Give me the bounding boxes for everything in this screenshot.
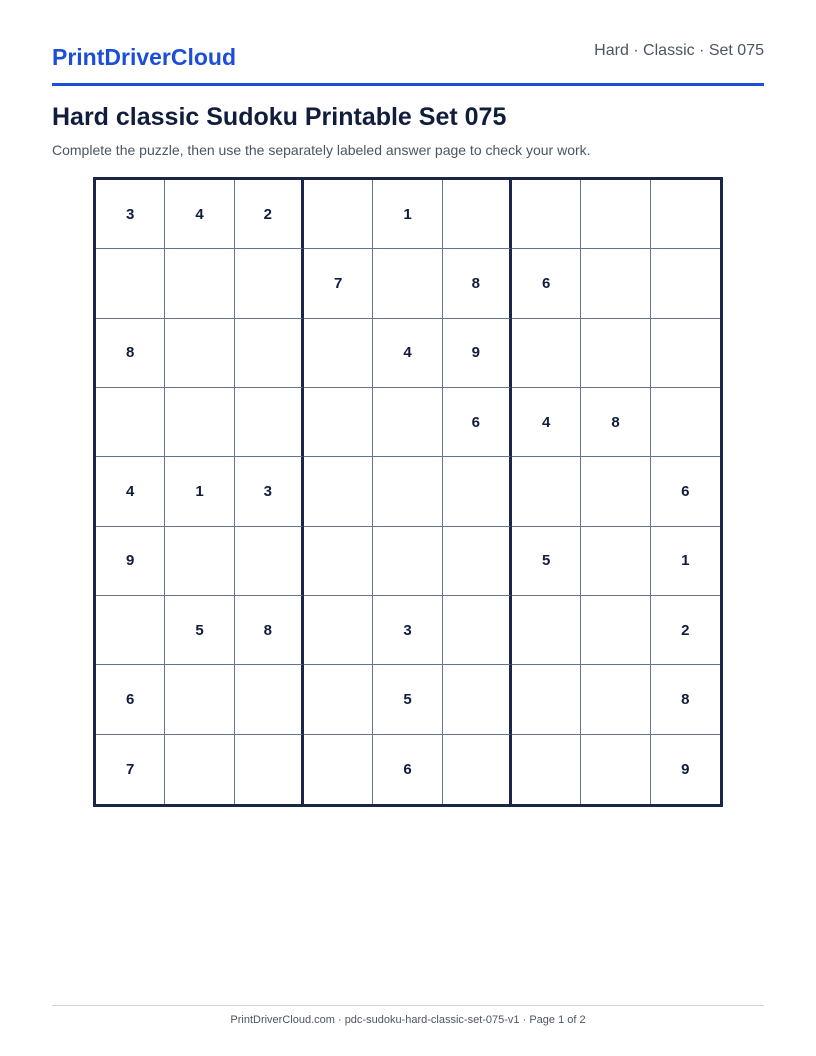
sudoku-cell-r9-c7 [512,735,581,804]
sudoku-cell-r9-c9: 9 [681,760,690,778]
sudoku-cell-r7-c1 [96,596,165,665]
page-subtitle: Complete the puzzle, then use the separately labeled answer page to check your work. [52,142,591,158]
sudoku-cell-r1-c1: 3 [96,180,165,249]
sudoku-cell-r4-c5 [373,388,442,457]
sudoku-cell-r5-c5 [373,457,442,526]
sudoku-cell-r4-c2 [165,388,234,457]
puzzle-meta: Hard · Classic · Set 075 [594,42,764,59]
sudoku-cell-r4-c9 [651,388,720,457]
footer-divider [52,1005,764,1006]
sudoku-cell-r6-c8 [581,527,650,596]
sudoku-cell-r6-c4 [304,527,373,596]
sudoku-cell-r1-c7 [512,180,581,249]
sudoku-cell-r7-c6 [443,596,512,665]
sudoku-cell-r7-c5: 3 [373,596,442,665]
sudoku-cell-r3-c7 [512,319,581,388]
sudoku-cell-r1-c6 [443,180,512,249]
sudoku-cell-r4-c8: 8 [581,388,650,457]
sudoku-cell-r2-c2 [165,249,234,318]
page-footer: PrintDriverCloud.com · pdc-sudoku-hard-classic-set-075-v1 · Page 1 of 2 [230,1014,586,1026]
header-divider [52,83,764,86]
sudoku-cell-r9-c2 [165,735,234,804]
sudoku-cell-r2-c6: 8 [443,249,512,318]
sudoku-cell-r6-c9: 1 [651,527,720,596]
sudoku-cell-r6-c7: 5 [512,527,581,596]
sudoku-cell-r8-c3 [235,665,304,734]
sudoku-cell-r3-c5: 4 [373,319,442,388]
sudoku-cell-r5-c4 [304,457,373,526]
sudoku-cell-r6-c6 [443,527,512,596]
sudoku-cell-r8-c7 [512,665,581,734]
sudoku-cell-r2-c7: 6 [512,249,581,318]
sudoku-cell-r9-c3 [235,735,304,804]
sudoku-cell-r5-c7 [512,457,581,526]
sudoku-cell-r9-c5: 6 [373,735,442,804]
sudoku-cell-r2-c5 [373,249,442,318]
sudoku-cell-r3-c2 [165,319,234,388]
sudoku-cell-r4-c7: 4 [512,388,581,457]
sudoku-cell-r9-c6 [443,735,512,804]
sudoku-cell-r5-c1: 4 [96,457,165,526]
sudoku-cell-r3-c8 [581,319,650,388]
sudoku-cell-r2-c4: 7 [304,249,373,318]
sudoku-cell-r2-c8 [581,249,650,318]
sudoku-cell-r6-c2 [165,527,234,596]
sudoku-cell-r5-c9: 6 [651,457,720,526]
sudoku-cell-r7-c9: 2 [651,596,720,665]
sudoku-cell-r4-c6: 6 [443,388,512,457]
sudoku-cell-r8-c4 [304,665,373,734]
sudoku-cell-r5-c3: 3 [235,457,304,526]
sudoku-cell-r8-c8 [581,665,650,734]
sudoku-cell-r1-c3: 2 [235,180,304,249]
sudoku-cell-r5-c2: 1 [165,457,234,526]
sudoku-cell-r9-c8 [581,735,650,804]
page-title: Hard classic Sudoku Printable Set 075 [52,103,507,131]
sudoku-cell-r3-c4 [304,319,373,388]
sudoku-cell-r8-c5: 5 [373,665,442,734]
sudoku-cell-r8-c9: 8 [651,665,720,734]
sudoku-cell-r2-c3 [235,249,304,318]
brand-logo[interactable]: PrintDriverCloud [52,44,237,70]
sudoku-cell-r3-c6: 9 [443,319,512,388]
sudoku-cell-r7-c2: 5 [165,596,234,665]
sudoku-cell-r2-c1 [96,249,165,318]
sudoku-cell-r9-c1: 7 [96,735,165,804]
sudoku-cell-r4-c4 [304,388,373,457]
sudoku-cell-r8-c6 [443,665,512,734]
sudoku-cell-r1-c8 [581,180,650,249]
sudoku-cell-r8-c2 [165,665,234,734]
sudoku-cell-r1-c2: 4 [165,180,234,249]
sudoku-cell-r5-c6 [443,457,512,526]
sudoku-cell-r7-c3: 8 [235,596,304,665]
sudoku-cell-r8-c1: 6 [96,665,165,734]
sudoku-cell-r7-c8 [581,596,650,665]
sudoku-cell-r7-c4 [304,596,373,665]
sudoku-cell-r1-c9 [651,180,720,249]
sudoku-cell-r4-c3 [235,388,304,457]
sudoku-cell-r9-c4 [304,735,373,804]
sudoku-cell-r1-c4 [304,180,373,249]
sudoku-cell-r6-c3 [235,527,304,596]
sudoku-cell-r7-c7 [512,596,581,665]
sudoku-cell-r2-c9 [651,249,720,318]
sudoku-cell-r3-c1: 8 [96,319,165,388]
sudoku-cell-r1-c5: 1 [373,180,442,249]
sudoku-cell-r5-c8 [581,457,650,526]
sudoku-grid [93,177,723,807]
sudoku-cell-r4-c1 [96,388,165,457]
sudoku-cell-r3-c3 [235,319,304,388]
sudoku-cell-r6-c5 [373,527,442,596]
sudoku-cell-r3-c9 [651,319,720,388]
sudoku-cell-r6-c1: 9 [96,527,165,596]
